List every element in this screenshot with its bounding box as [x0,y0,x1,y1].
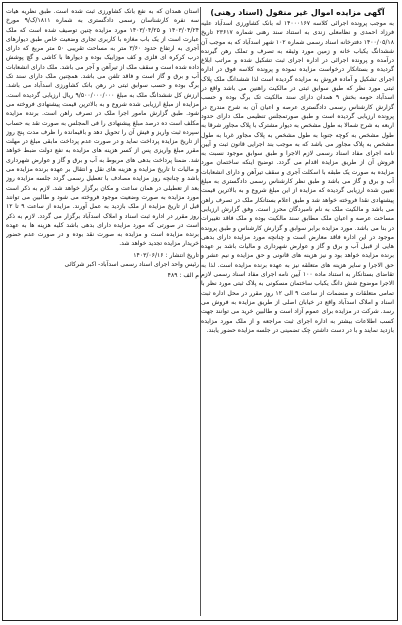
notice-frame [2,2,398,621]
right-column-text: به موجب پرونده اجرائی کلاسه ۱۴۰۰۰۱۶۷ له بانک کشاورزی اسدآباد علیه فرزاد احمدی و نظامعلی زندی به استناد سند رهنی شماره ۲۳۶۱۷ تاریخ ۱۴۰۰/۰۵/۱۸ دفترخانه اسناد رسمی شماره ۱۰۲ شهر اسدآباد که به موجب آن ششدانگ یکباب خانه و زمین مورد وثیقه به تصرف و تملک رهن گیرنده درآمده و پرونده اجرائی در اداره اجرای ثبت تشکیل شده و مراتب ابلاغ گردیده و بستانکار درخواست مزایده نموده و پرونده کلاسه فوق در اداره اجرای تشکیل و آماده فروش به مزایده گردیده است لذا ششدانگ ملک پلاک ثبتی مورد نظر که طبق سوابق ثبتی در مالکیت راهنین می باشد واقع در اسدآباد حومه بخش ۹ همدان دارای سند مالکیت تک برگ بوده و حسب گزارش کارشناس رسمی دادگستری عرصه و اعیان آن به شرح مندرج در پرونده ارزیابی گردیده است و طبق صورتمجلس تنظیمی ملک دارای حدود اربعه به شرح شمالا به طول مشخص به دیوار مشترک با پلاک مجاور شرقا به طول مشخص به کوچه جنوبا به طول مشخص به پلاک مجاور غربا به طول مشخص به پلاک مجاور می باشد که به موجب بند اجرایی قانون ثبت و آیین نامه اجرای مفاد اسناد رسمی لازم الاجرا و طبق سوابق موجود نسبت به فروش آن از طریق مزایده اقدام می گردد. توضیح اینکه ساختمان مورد مزایده به صورت یک طبقه با اسکلت آجری و سقف تیرآهن و دارای انشعابات آب و برق و گاز می باشد و طبق نظر کارشناس رسمی دادگستری به مبلغ تعیین شده ارزیابی گردیده که مزایده از این مبلغ شروع و به بالاترین قیمت پیشنهادی نقدا فروخته خواهد شد و طبق اعلام بستانکار ملک در تصرف راهن می باشد و مالکیت ملک به نام نامبردگان محرز است. وفق گزارش ارزیابی مساحت عرصه و اعیان ملک مطابق سند مالکیت بوده و ملک فاقد تغییرات در بنا می باشد. مورد مزایده برابر سوابق و گزارش کارشناس و طبق پرونده موجود در این اداره فاقد معارض است و چنانچه مورد مزایده دارای بدهی هایی از قبیل آب و برق و گاز و عوارض شهرداری و مالیات باشد بر عهده برنده مزایده خواهد بود و نیز هزینه های قانونی و حق مزایده و نیم عشر و حق الاجرا و سایر هزینه های متعلقه نیز به عهده برنده مزایده است. لذا به تقاضای بستانکار به استناد ماده ۱۰۰ آیین نامه اجرای مفاد اسناد رسمی لازم الاجرا موضوع شش دانگ یکباب ساختمان مسکونی به پلاک ثبتی مورد نظر با تمامی متعلقات و منضمات از ساعت ۹ الی ۱۲ روز مقرر در محل اداره ثبت اسناد و املاک اسدآباد واقع در خیابان اصلی از طریق مزایده به فروش می رسد. شرکت در مزایده برای عموم آزاد است و طالبین خرید می توانند جهت کسب اطلاعات بیشتر به اداره اجرای ثبت مراجعه و از ملک مورد مزایده بازدید نمایند و با در دست داشتن چک تضمینی در جلسه مزایده حضور یابند. [201,20,394,334]
publish-date: تاریخ انتشار : ۱۴۰۳/۰۶/۱۶ [133,251,199,259]
left-column [6,7,199,616]
left-column-text: استان همدان که به نفع بانک کشاورزی ثبت شده است. طبق نظریه هیات سه نفره کارشناسان رسمی دادگستری به شماره ۱۸۱۱/ک/۹ مورخ ۱۴۰۳/۰۴/۲۴ و ۱۴۰۳/۰۴/۲۵ مورد مزایده چنین توصیف شده است که ملک عبارت است از یک باب مغازه با کاربری تجاری وضعیت خاص طبق دیوارهای آجری به ارتفاع حدود ۳/۶۰ متر به مساحت تقریبی ۵۰ متر مربع که دارای درب کرکره ای فلزی و کف موزاییک بوده و دیوارها با کاشی و گچ پوشش داده شده است و سقف ملک از تیرآهن و آجر می باشد. ملک دارای انشعابات آب و برق و گاز است و فاقد تلفن می باشد. همچنین ملک دارای سند تک برگ بوده و حسب سوابق ثبتی در رهن بانک کشاورزی اسدآباد می باشد. ارزش کل ششدانگ ملک به مبلغ ۹/۵۰۰/۰۰۰/۰۰۰ ریال ارزیابی گردیده است. مزایده از مبلغ ارزیابی شده شروع و به بالاترین قیمت پیشنهادی فروخته می شود. طبق گزارش مامور اجرا ملک در تصرف راهن است. برنده مزایده مکلف است ده درصد مبلغ پیشنهادی را فی المجلس به صورت نقد به حساب سپرده ثبت واریز و فیش آن را تحویل دهد و باقیمانده را ظرف مدت پنج روز از تاریخ مزایده پرداخت نماید و در صورت عدم پرداخت مابقی مبلغ در مهلت مقرر مبلغ واریزی پس از کسر هزینه های مزایده به نفع دولت ضبط خواهد شد. ضمنا پرداخت بدهی های مربوط به آب و برق و گاز و عوارض شهرداری و مالیات تا تاریخ مزایده و هزینه های نقل و انتقال بر عهده برنده مزایده می باشد و چنانچه روز مزایده مصادف با تعطیل رسمی گردد جلسه مزایده روز بعد از تعطیلی در همان ساعت و مکان برگزار خواهد شد. لازم به ذکر است مورد مزایده به صورت وضعیت موجود فروخته می شود و طالبین می توانند قبل از تاریخ مزایده از ملک بازدید به عمل آورند. مزایده از ساعت ۹ تا ۱۲ روز مقرر در اداره ثبت اسناد و املاک اسدآباد برگزار می گردد. لازم به ذکر است در صورتی که مورد مزایده دارای بدهی باشد کلیه هزینه ها به عهده برنده مزایده است و مزایده به صورت نقد بوده و در صورت عدم حضور خریدار مزایده تجدید خواهد شد. [6,8,199,248]
notice-title: آگهی مزایده اموال غیر منقول (اسناد رهنی) [210,8,385,17]
notice-code: م الف : ۴۸۹ [167,271,199,279]
notice-footer [6,251,199,281]
right-column [201,7,394,616]
column-divider [200,7,201,616]
signature: رئیس واحد اجرای اسناد رسمی اسدآباد- اکبر شرکائی [64,261,199,269]
